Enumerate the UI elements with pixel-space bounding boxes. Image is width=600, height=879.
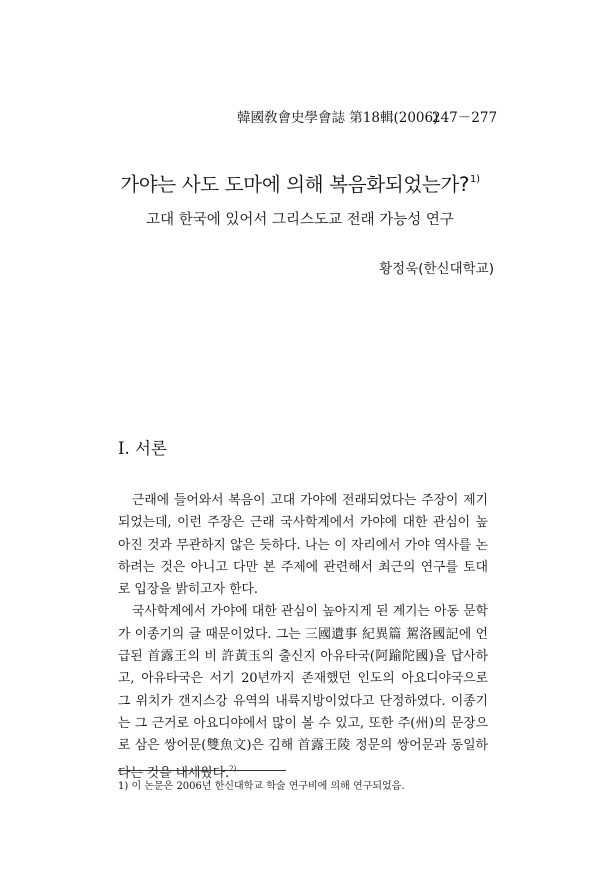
- footnote-divider: [118, 770, 286, 771]
- body-text: [118, 490, 488, 785]
- section-heading: I. 서론: [118, 439, 167, 458]
- footnote: 1) 이 논문은 2006년 한신대학교 학술 연구비에 의해 연구되었음.: [118, 781, 405, 792]
- article-title-text: 가야는 사도 도마에 의해 복음화되었는가?: [120, 173, 470, 196]
- author-affiliation: 황정욱(한신대학교): [379, 261, 494, 277]
- paragraph-2-footnote-mark: 2): [229, 764, 237, 773]
- article-title: [0, 169, 600, 197]
- paragraph-2-text: 국사학계에서 가야에 대한 관심이 높아지게 된 계기는 아동 문학가 이종기의 글 때문이었다. 그는 三國遺事 紀異篇 駕洛國記에 언급된 首露王의 비 許黃玉의 출신지 아유타국(阿踰陀國)을 답사하고, 아유타국은 서기 20년까지 존재했던 인도의 아요디야국으로 그 위치가 갠지스강 유역의 내륙지방이었다고 단정하였다. 이종기는 그 근거로 아요디야에서 많이 볼 수 있고, 또한 주(州)의 문장으로 삼은 쌍어문(雙魚文)은 김해 首露王陵 정문의 쌍어문과 동일하다는 것을 내세웠다.: [118, 604, 488, 781]
- title-footnote-mark: 1): [470, 174, 480, 185]
- paragraph-2: [118, 601, 488, 784]
- page-range: 247－277: [432, 110, 498, 126]
- paragraph-1: 근래에 들어와서 복음이 고대 가야에 전래되었다는 주장이 제기되었는데, 이런 주장은 근래 국사학계에서 가야에 대한 관심이 높아진 것과 무관하지 않은 듯하다. 나는 이 자리에서 가야 역사를 논하려는 것은 아니고 다만 본 주제에 관련해서 최근의 연구를 토대로 입장을 밝히고자 한다.: [118, 493, 488, 598]
- article-subtitle: 고대 한국에 있어서 그리스도교 전래 가능성 연구: [146, 212, 454, 228]
- journal-citation: 韓國敎會史學會誌 第18輯(2006): [237, 110, 439, 126]
